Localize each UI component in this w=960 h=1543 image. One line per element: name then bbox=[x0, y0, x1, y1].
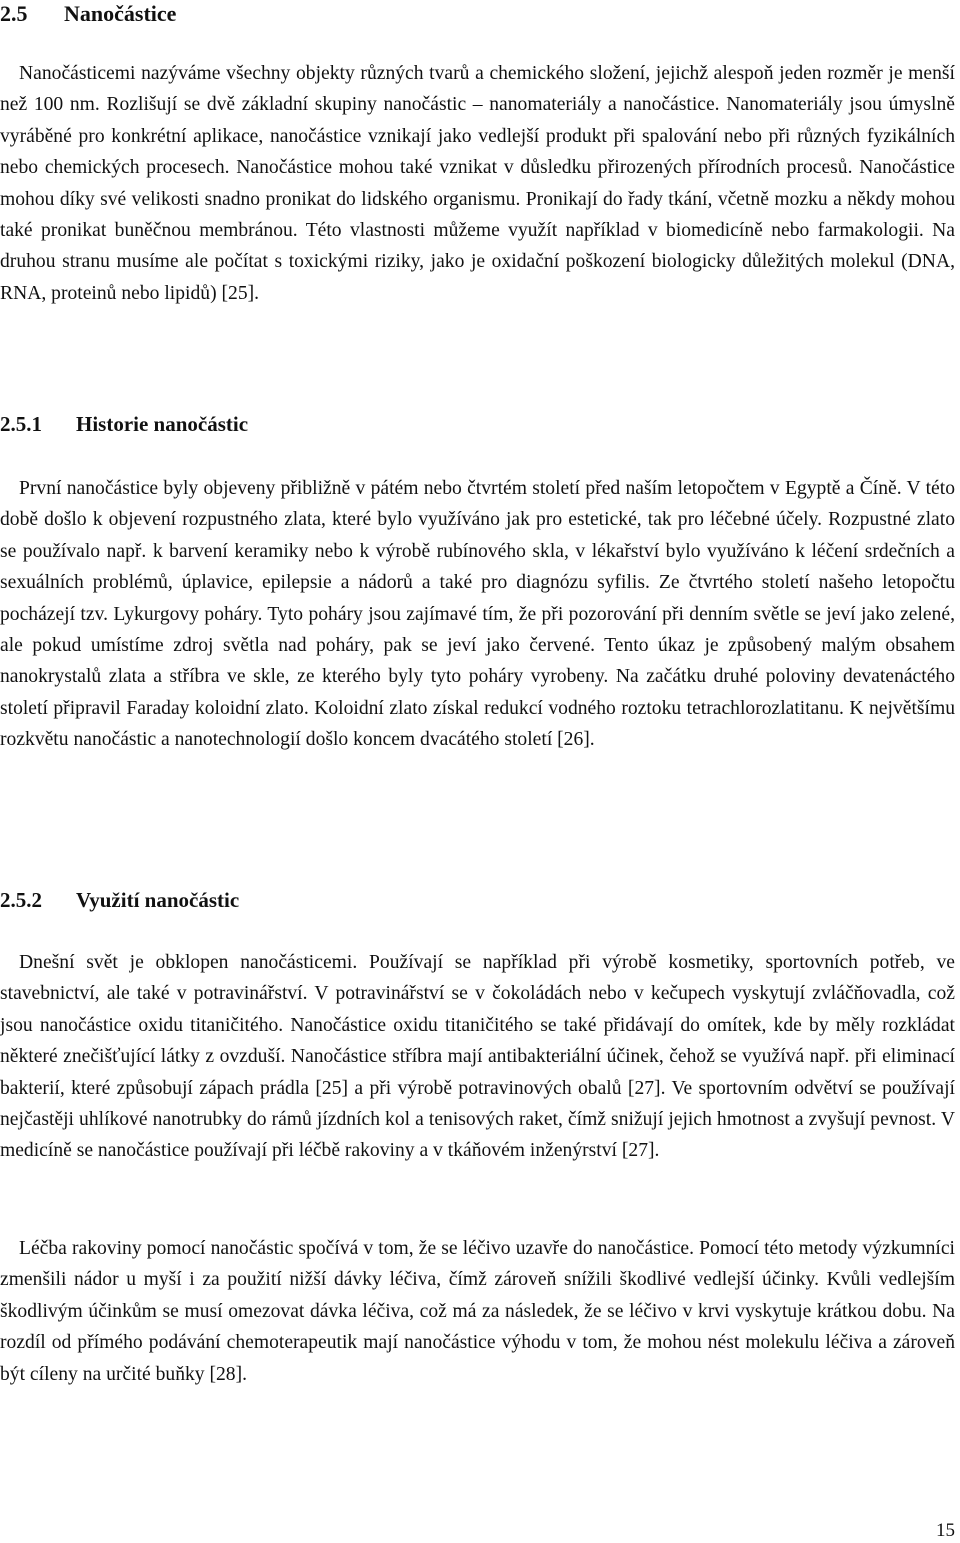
subsection-heading-history bbox=[0, 410, 248, 438]
section-number: 2.5 bbox=[0, 1, 28, 26]
usage-paragraph-1: Dnešní svět je obklopen nanočásticemi. Používají se například při výrobě kosmetiky, sportovních potřeb, ve stavebnictví, ale také v potravinářství. V potravinářství se v čokoládách nebo v kečupech vyskytují zvláčňovadla, což jsou nanočástice oxidu titaničitého. Nanočástice oxidu titaničitého se také přidávají do omítek, kde by měly rozkládat některé znečišťující látky z ovzduší. Nanočástice stříbra mají antibakteriální účinek, čehož se využívá např. při eliminací bakterií, které způsobují zápach prádla [25] a při výrobě potravinových obalů [27]. Ve sportovním odvětví se používají nejčastěji uhlíkové nanotrubky do rámů jízdních kol a tenisových raket, čímž snižují jejich hmotnost a zvyšují pevnost. V medicíně se nanočástice používají při léčbě rakoviny a v tkáňovém inženýrství [27]. bbox=[0, 952, 955, 1162]
section-title: Nanočástice bbox=[64, 1, 177, 26]
usage-paragraph-2: Léčba rakoviny pomocí nanočástic spočívá v tom, že se léčivo uzavře do nanočástice. Pomocí této metody výzkumníci zmenšili nádor u myší i za použití nižší dávky léčiva, čímž zároveň snížili škodlivé vedlejší účinky. Kvůli vedlejším škodlivým účinkům se musí omezovat dávka léčiva, což má za následek, že se léčivo v krvi vyskytuje krátkou dobu. Na rozdíl od přímého podávání chemoterapeutik mají nanočástice výhodu v tom, že mohou nést molekulu léčiva a zároveň být cíleny na určité buňky [28]. bbox=[0, 1238, 955, 1385]
subsection-title: Historie nanočástic bbox=[76, 412, 249, 436]
section-paragraph: Nanočásticemi nazýváme všechny objekty různých tvarů a chemického složení, jejichž alespoň jeden rozměr je menší než 100 nm. Rozlišují se dvě základní skupiny nanočástic – nanomateriály a nanočástice. Nanomateriály jsou úmyslně vyráběné pro konkrétní aplikace, nanočástice vznikají jako vedlejší produkt při spalování nebo při různých fyzikálních nebo chemických procesech. Nanočástice mohou také vznikat v důsledku přirozených přírodních procesů. Nanočástice mohou díky své velikosti snadno pronikat do lidského organismu. Pronikají do řady tkání, včetně mozku a někdy mohou také pronikat buněčnou membránou. Této vlastnosti můžeme využít například v biomedicíně nebo farmakologii. Na druhou stranu musíme ale počítat s toxickými riziky, jako je oxidační poškození biologicky důležitých molekul (DNA, RNA, proteinů nebo lipidů) [25]. bbox=[0, 63, 955, 304]
history-paragraph: První nanočástice byly objeveny přibližně v pátém nebo čtvrtém století před naším letopočtem v Egyptě a Číně. V této době došlo k objevení rozpustného zlata, které bylo využíváno jak pro estetické, tak pro léčebné účely. Rozpustné zlato se používalo např. k barvení keramiky nebo k výrobě rubínového skla, v lékařství bylo využíváno k léčení srdečních a sexuálních problémů, úplavice, epilepsie a nádorů a také pro diagnózu syfilis. Ze čtvrtého století našeho letopočtu pocházejí tzv. Lykurgovy poháry. Tyto poháry jsou zajímavé tím, že při pozorování při denním světle se jeví jako zelené, ale pokud umístíme zdroj světla nad poháry, pak se jeví jako červené. Tento úkaz je způsobený malým obsahem nanokrystalů zlata a stříbra ve skle, ze kterého byly tyto poháry vyrobeny. Na začátku druhé poloviny devatenáctého století připravil Faraday koloidní zlato. Koloidní zlato získal redukcí vodného roztoku tetrachlorozlatitanu. K největšímu rozkvětu nanočástic a nanotechnologií došlo koncem dvacátého století [26]. bbox=[0, 478, 955, 751]
section-heading bbox=[0, 0, 176, 28]
page-number: 15 bbox=[936, 1520, 955, 1541]
subsection-title: Využití nanočástic bbox=[76, 888, 240, 912]
subsection-number: 2.5.1 bbox=[0, 412, 42, 436]
subsection-heading-usage bbox=[0, 886, 239, 914]
subsection-number: 2.5.2 bbox=[0, 888, 42, 912]
